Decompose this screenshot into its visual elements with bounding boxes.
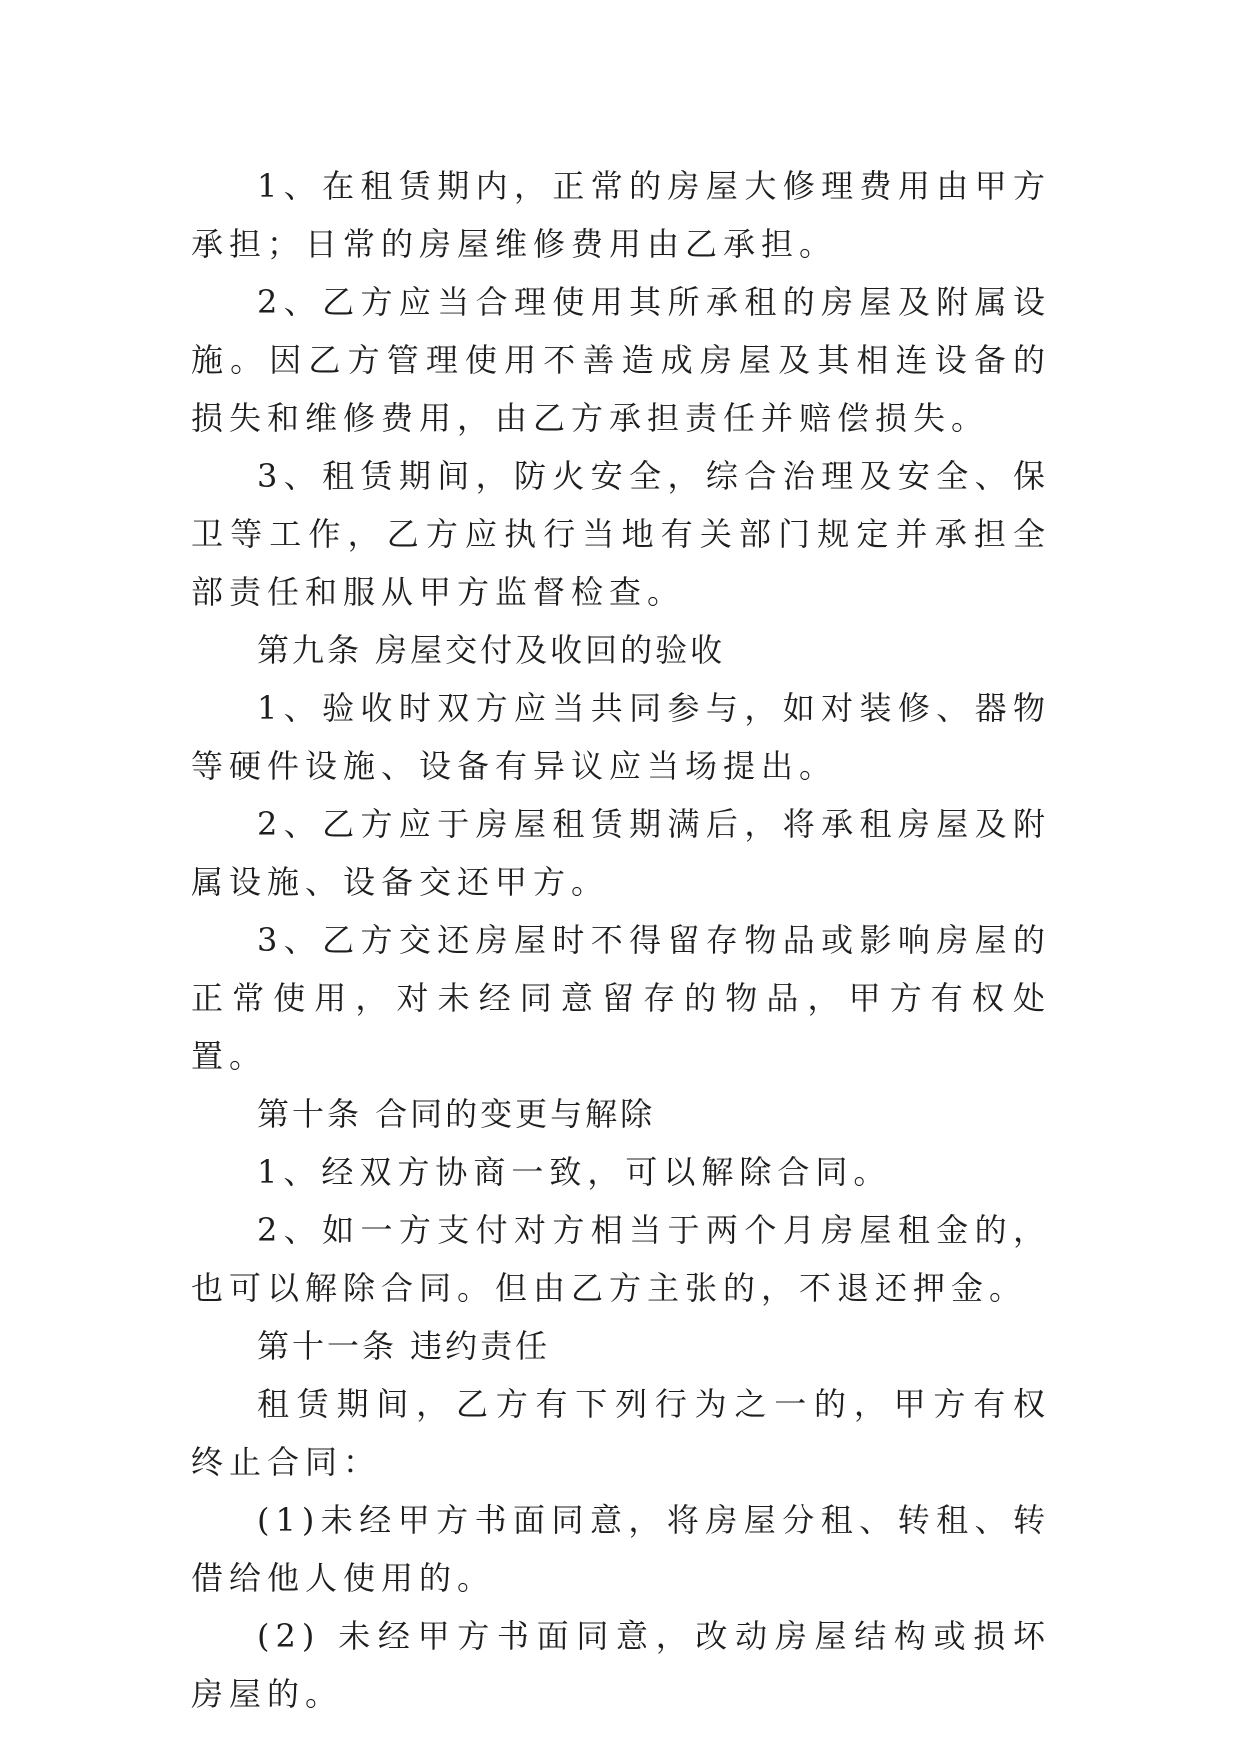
paragraph-article-8-item-2: 2、乙方应当合理使用其所承租的房屋及附属设施。因乙方管理使用不善造成房屋及其相连设备的损失和维修费用，由乙方承担责任并赔偿损失。 — [191, 283, 1051, 437]
heading-article-10: 第十条 合同的变更与解除 — [257, 1095, 656, 1133]
heading-article-9: 第九条 房屋交付及收回的验收 — [257, 631, 726, 669]
paragraph-article-11-intro: 租赁期间，乙方有下列行为之一的，甲方有权终止合同： — [191, 1385, 1051, 1481]
paragraph-article-9-item-1: 1、验收时双方应当共同参与，如对装修、器物等硬件设施、设备有异议应当场提出。 — [191, 689, 1051, 785]
paragraph-article-8-item-3: 3、租赁期间，防火安全，综合治理及安全、保卫等工作，乙方应执行当地有关部门规定并承担全部责任和服从甲方监督检查。 — [191, 457, 1051, 611]
paragraph-article-10-item-2: 2、如一方支付对方相当于两个月房屋租金的，也可以解除合同。但由乙方主张的，不退还押金。 — [191, 1211, 1051, 1307]
paragraph-article-11-item-2: (2) 未经甲方书面同意，改动房屋结构或损坏房屋的。 — [191, 1617, 1051, 1713]
paragraph-article-11-item-1: (1)未经甲方书面同意，将房屋分租、转租、转借给他人使用的。 — [191, 1501, 1051, 1597]
document-body — [191, 157, 1051, 1723]
paragraph-article-10-item-1: 1、经双方协商一致，可以解除合同。 — [257, 1153, 892, 1191]
paragraph-article-8-item-1: 1、在租赁期内，正常的房屋大修理费用由甲方承担；日常的房屋维修费用由乙承担。 — [191, 167, 1051, 263]
paragraph-article-9-item-2: 2、乙方应于房屋租赁期满后，将承租房屋及附属设施、设备交还甲方。 — [191, 805, 1051, 901]
paragraph-article-9-item-3: 3、乙方交还房屋时不得留存物品或影响房屋的正常使用，对未经同意留存的物品，甲方有权处置。 — [191, 921, 1051, 1075]
heading-article-11: 第十一条 违约责任 — [257, 1327, 551, 1365]
